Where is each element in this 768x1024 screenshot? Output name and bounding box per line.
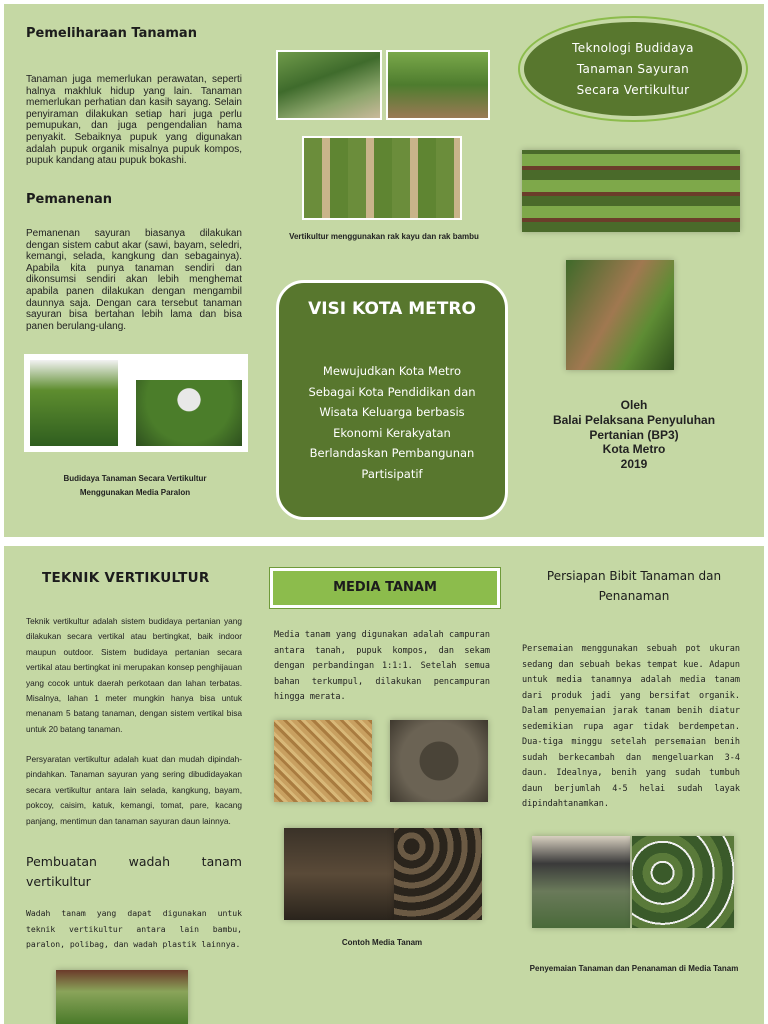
visi-card	[276, 280, 508, 520]
rak-caption: Vertikultur menggunakan rak kayu dan rak bambu	[289, 232, 479, 241]
visi-title: VISI KOTA METRO	[308, 299, 476, 319]
wadah-photo	[56, 970, 188, 1024]
paralon-photo-1	[30, 360, 118, 446]
paralon-caption: Budidaya Tanaman Secara Vertikultur Menggunakan Media Paralon	[63, 474, 207, 497]
teknik-heading: TEKNIK VERTIKULTUR	[42, 570, 210, 586]
bibit-photo-semai	[532, 836, 630, 928]
media-photo-pot	[394, 828, 482, 920]
teknik-text-1: Teknik vertikultur adalah sistem budidaya pertanian yang dilakukan secara vertikal atau bertingkat, baik indoor maupun outdoor. Sistem budidaya pertanian secara vertikal atau bertingkat ini merupakan konsep penghijauan yang cocok untuk daerah perkotaan dan lahan terbatas. Misalnya, lahan 1 meter mungkin hanya bisa untuk menanam 5 batang tanaman, dengan sistem vertikal bisa untuk 20 batang tanaman.	[26, 616, 242, 734]
wadah-text: Wadah tanam yang dapat digunakan untuk teknik vertikultur antara lain bambu, paralon, polibag, dan wadah plastik lainnya.	[26, 908, 242, 949]
publisher-block	[524, 398, 744, 472]
rak-photo-2	[386, 50, 490, 120]
bibit-text: Persemaian menggunakan sebuah pot ukuran sedang dan sebuah bekas tempat kue. Adapun untuk media tanamnya adalah media tanam dari produk jadi yang bersifat organik. Dalam penyemaian jarak tanam benih diatur sedemikian rupa agar tidak berdempetan. Dua-tiga minggu setelah persemaian benih sudah berkecambah dan mengeluarkan 3-4 daun. Idealnya, benih yang sudah tumbuh daun berjumlah 4-5 helai sudah layak dipindahtanamkan.	[522, 644, 740, 809]
bibit-heading: Persiapan Bibit Tanaman dan Penanaman	[546, 569, 722, 603]
cover-photo-1	[522, 150, 740, 232]
wadah-heading: Pembuatan wadah tanam vertikultur	[26, 854, 242, 889]
publisher-by: Oleh	[620, 398, 648, 412]
cover-title-ring	[518, 16, 748, 122]
media-text: Media tanam yang digunakan adalah campuran antara tanah, pupuk kompos, dan sekam dengan perbandingan 1:1:1. Setelah semua bahan terkumpul, dilakukan pencampuran hingga merata.	[274, 630, 490, 702]
brochure-inner-panel	[4, 546, 764, 1024]
rak-photo-1	[276, 50, 382, 120]
media-photo-sekam	[274, 720, 372, 802]
bibit-photo-tanam	[632, 836, 734, 928]
bibit-caption: Penyemaian Tanaman dan Penanaman di Media Tanam	[529, 964, 739, 973]
publisher-year: 2019	[620, 457, 648, 472]
pemanenan-text: Pemanenan sayuran biasanya dilakukan dengan sistem cabut akar (sawi, bayam, seledri, kemangi, selada, kangkung dan sebagainya). Apabila kita punya tanaman sendiri dan dikonsumsi sendiri akan lebih menghemat apabila panen dilakukan dengan mengambil daunnya saja. Dengan cara tersebut tanaman sayuran bisa bertahan lebih lama dan bisa panen berulang-ulang.	[26, 228, 242, 332]
visi-text: Mewujudkan Kota Metro Sebagai Kota Pendidikan dan Wisata Keluarga berbasis Ekonomi Kerakyatan Berlandaskan Pembangunan Partisipatif	[308, 364, 476, 481]
cover-title: Teknologi Budidaya Tanaman Sayuran Secara Vertikultur	[572, 41, 694, 97]
pemeliharaan-heading: Pemeliharaan Tanaman	[26, 26, 197, 41]
publisher-city: Kota Metro	[602, 442, 666, 457]
cover-photo-2	[566, 260, 674, 370]
pemeliharaan-text: Tanaman juga memerlukan perawatan, seperti halnya makhluk hidup yang lain. Tanaman memerlukan perhatian dan kasih sayang. Selain penyiraman dilakukan setiap hari juga perlu pemupukan, dan juga pengendalian hama penyakit. Sebaiknya pupuk yang digunakan adalah pupuk organik misalnya pupuk kompos, pupuk kandang atau pupuk bokashi.	[26, 74, 242, 167]
media-photo-campur	[284, 828, 394, 920]
publisher-name-2: Pertanian (BP3)	[589, 427, 679, 442]
paralon-photo-frame	[24, 354, 248, 452]
teknik-text-2: Persyaratan vertikultur adalah kuat dan mudah dipindah-pindahkan. Tanaman sayuran yang sering dibudidayakan secara vertikultur antara lain selada, kangkung, bayam, pokcoy, caisim, katuk, kemangi, tomat, pare, kacang panjang, mentimun dan tanaman sayuran daun lainnya.	[26, 754, 242, 826]
media-photo-tanah	[390, 720, 488, 802]
rak-photo-3	[302, 136, 462, 220]
media-heading: MEDIA TANAM	[333, 580, 437, 595]
paralon-photo-2	[136, 380, 242, 446]
media-heading-box	[270, 568, 500, 608]
media-caption: Contoh Media Tanam	[341, 938, 423, 947]
pemanenan-heading: Pemanenan	[26, 192, 113, 207]
publisher-name-1: Balai Pelaksana Penyuluhan	[552, 412, 716, 427]
brochure-front-panel	[4, 4, 764, 537]
